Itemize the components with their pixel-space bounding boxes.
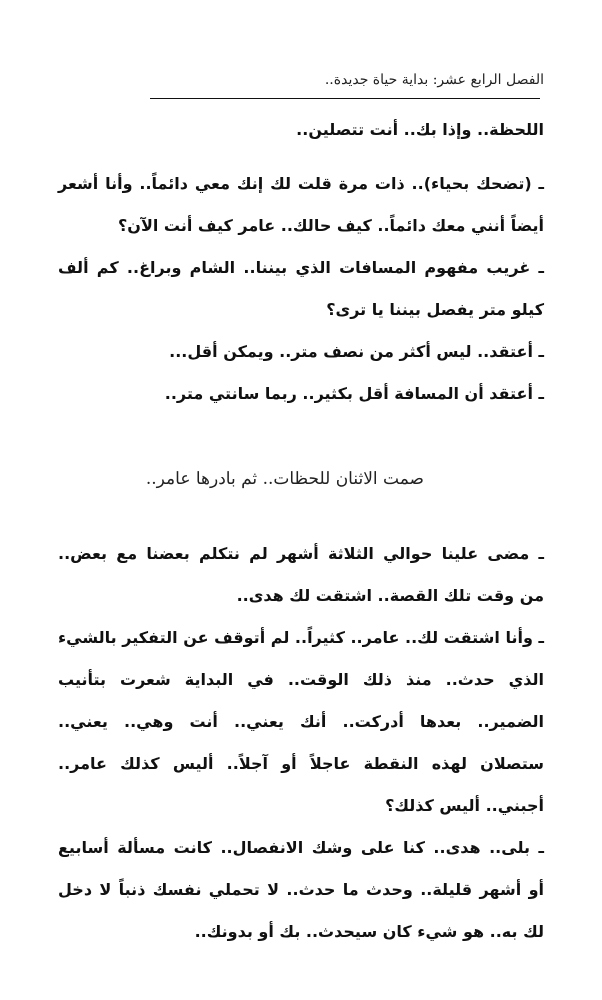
header-rule (150, 98, 540, 99)
text-line: أجبني.. أليس كذلك؟ (385, 796, 544, 815)
text-line: أيضاً أنني معك دائماً.. كيف حالك.. عامر كيف أنت الآن؟ (118, 216, 544, 235)
text-line: ـ أعتقد.. ليس أكثر من نصف متر.. ويمكن أقل... (169, 342, 544, 361)
text-line: ـ بلى.. هدى.. كنا على وشك الانفصال.. كانت مسألة أسابيع (58, 838, 544, 857)
text-line: أو أشهر قليلة.. وحدث ما حدث.. لا تحملي نفسك ذنباً لا دخل (58, 880, 544, 899)
text-line: ـ وأنا اشتقت لك.. عامر.. كثيراً.. لم أتوقف عن التفكير بالشيء (58, 628, 544, 647)
narration-line: صمت الاثنان للحظات.. ثم بادرها عامر.. (145, 469, 424, 489)
text-line: الذي حدث.. منذ ذلك الوقت.. في البداية شعرت بتأنيب (58, 670, 544, 689)
text-line: كيلو متر يفصل بيننا يا ترى؟ (326, 300, 544, 319)
text-line: الضمير.. بعدها أدركت.. أنك يعني.. أنت وهي.. يعني.. (58, 712, 544, 731)
running-header: الفصل الرابع عشر: بداية حياة جديدة.. (324, 72, 544, 88)
text-line: اللحظة.. وإذا بك.. أنت تتصلين.. (296, 120, 544, 139)
text-line: ـ أعتقد أن المسافة أقل بكثير.. ربما سانتي متر.. (164, 384, 544, 403)
text-line: ـ (تضحك بحياء).. ذات مرة قلت لك إنك معي دائماً.. وأنا أشعر (58, 174, 544, 193)
text-line: ستصلان لهذه النقطة عاجلاً أو آجلاً.. أليس كذلك عامر.. (58, 754, 544, 773)
text-line: ـ مضى علينا حوالي الثلاثة أشهر لم نتكلم بعضنا مع بعض.. (58, 544, 544, 563)
text-line: ـ غريب مفهوم المسافات الذي بيننا.. الشام وبراغ.. كم ألف (58, 258, 544, 277)
text-line: من وقت تلك القصة.. اشتقت لك هدى.. (236, 586, 544, 605)
text-line: لك به.. هو شيء كان سيحدث.. بك أو بدونك.. (194, 922, 544, 941)
